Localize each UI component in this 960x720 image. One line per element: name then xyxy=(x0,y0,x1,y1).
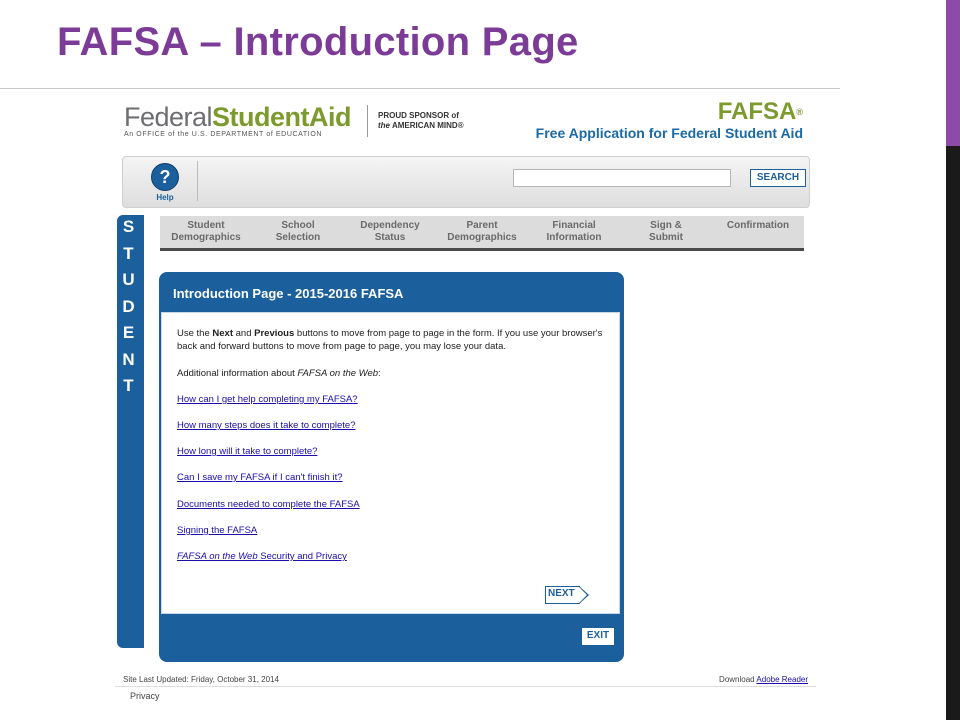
save-fafsa-link[interactable]: Can I save my FAFSA if I can't finish it? xyxy=(177,472,343,483)
step-financial-information[interactable]: Financial Information xyxy=(546,220,602,243)
next-button[interactable] xyxy=(545,586,589,604)
student-letter: T xyxy=(123,243,134,263)
step-confirmation[interactable]: Confirmation xyxy=(726,220,790,231)
toolbar xyxy=(122,156,810,208)
panel-title: Introduction Page - 2015-2016 FAFSA xyxy=(173,286,404,301)
step-parent-demographics[interactable]: Parent Demographics xyxy=(447,220,517,243)
fsa-tagline: An OFFICE of the U.S. DEPARTMENT of EDUCATION xyxy=(124,131,323,138)
download-adobe: Download Adobe Reader xyxy=(719,675,808,684)
intro-panel xyxy=(159,272,624,662)
sponsor-mind: AMERICAN MIND® xyxy=(391,121,464,130)
search-button[interactable]: SEARCH xyxy=(750,169,806,187)
privacy-link[interactable]: Privacy xyxy=(130,691,160,701)
slide-title: FAFSA – Introduction Page xyxy=(57,20,579,64)
sponsor-text xyxy=(378,111,464,131)
sponsor-the: the xyxy=(378,121,390,130)
steps-to-complete-link[interactable]: How many steps does it take to complete? xyxy=(177,420,356,431)
toolbar-divider xyxy=(197,161,198,201)
next-label: NEXT xyxy=(548,588,575,599)
fsa-logo-federal: Federal xyxy=(124,102,213,132)
search-input[interactable] xyxy=(513,169,731,187)
step-school-selection[interactable]: School Selection xyxy=(275,220,321,243)
fafsa-logo[interactable] xyxy=(536,100,803,141)
sponsor-line-2 xyxy=(378,121,464,131)
time-to-complete-link[interactable]: How long will it take to complete? xyxy=(177,446,318,457)
sponsor-line-1: PROUD SPONSOR of xyxy=(378,111,459,120)
help-completing-link[interactable]: How can I get help completing my FAFSA? xyxy=(177,394,358,405)
adobe-reader-link[interactable]: Adobe Reader xyxy=(756,675,808,684)
student-letter: U xyxy=(122,270,135,289)
progress-steps xyxy=(160,216,804,251)
last-updated: Site Last Updated: Friday, October 31, 2014 xyxy=(123,675,279,684)
fsa-logo[interactable] xyxy=(124,102,351,133)
step-student-demographics[interactable]: Student Demographics xyxy=(171,220,241,243)
fafsa-logo-text: FAFSA xyxy=(717,98,797,125)
intro-text: Use the Next and Previous buttons to move from page to page in the form. If you use your browser's back and forward buttons to move from page to page, you may lose your data. xyxy=(177,328,603,352)
footer-divider xyxy=(115,686,816,687)
help-label: Help xyxy=(156,193,174,202)
student-section-label xyxy=(115,214,142,400)
step-dependency-status[interactable]: Dependency Status xyxy=(360,220,420,243)
student-letter: N xyxy=(122,349,135,369)
documents-needed-link[interactable]: Documents needed to complete the FAFSA xyxy=(177,499,360,510)
student-letter: E xyxy=(122,323,135,342)
fsa-logo-student-aid: StudentAid xyxy=(212,102,352,132)
security-privacy-link[interactable]: FAFSA on the Web Security and Privacy xyxy=(177,551,347,562)
step-sign-submit[interactable]: Sign & Submit xyxy=(649,220,683,243)
slide-side-bar xyxy=(946,146,960,720)
help-button[interactable] xyxy=(147,163,183,201)
logo-divider xyxy=(367,105,368,137)
panel-content xyxy=(161,312,620,614)
fafsa-registered-mark: ® xyxy=(796,107,803,117)
fafsa-subtitle: Free Application for Federal Student Aid xyxy=(535,125,803,141)
exit-button[interactable]: EXIT xyxy=(582,628,614,645)
student-letter: S xyxy=(122,217,135,236)
help-icon: ? xyxy=(151,163,179,191)
student-letter: D xyxy=(122,296,135,316)
additional-info-text: Additional information about FAFSA on the Web: xyxy=(177,368,381,379)
student-letter: T xyxy=(123,376,134,395)
fafsa-screenshot xyxy=(115,89,816,720)
signing-fafsa-link[interactable]: Signing the FAFSA xyxy=(177,525,258,536)
slide-accent-bar xyxy=(946,0,960,146)
